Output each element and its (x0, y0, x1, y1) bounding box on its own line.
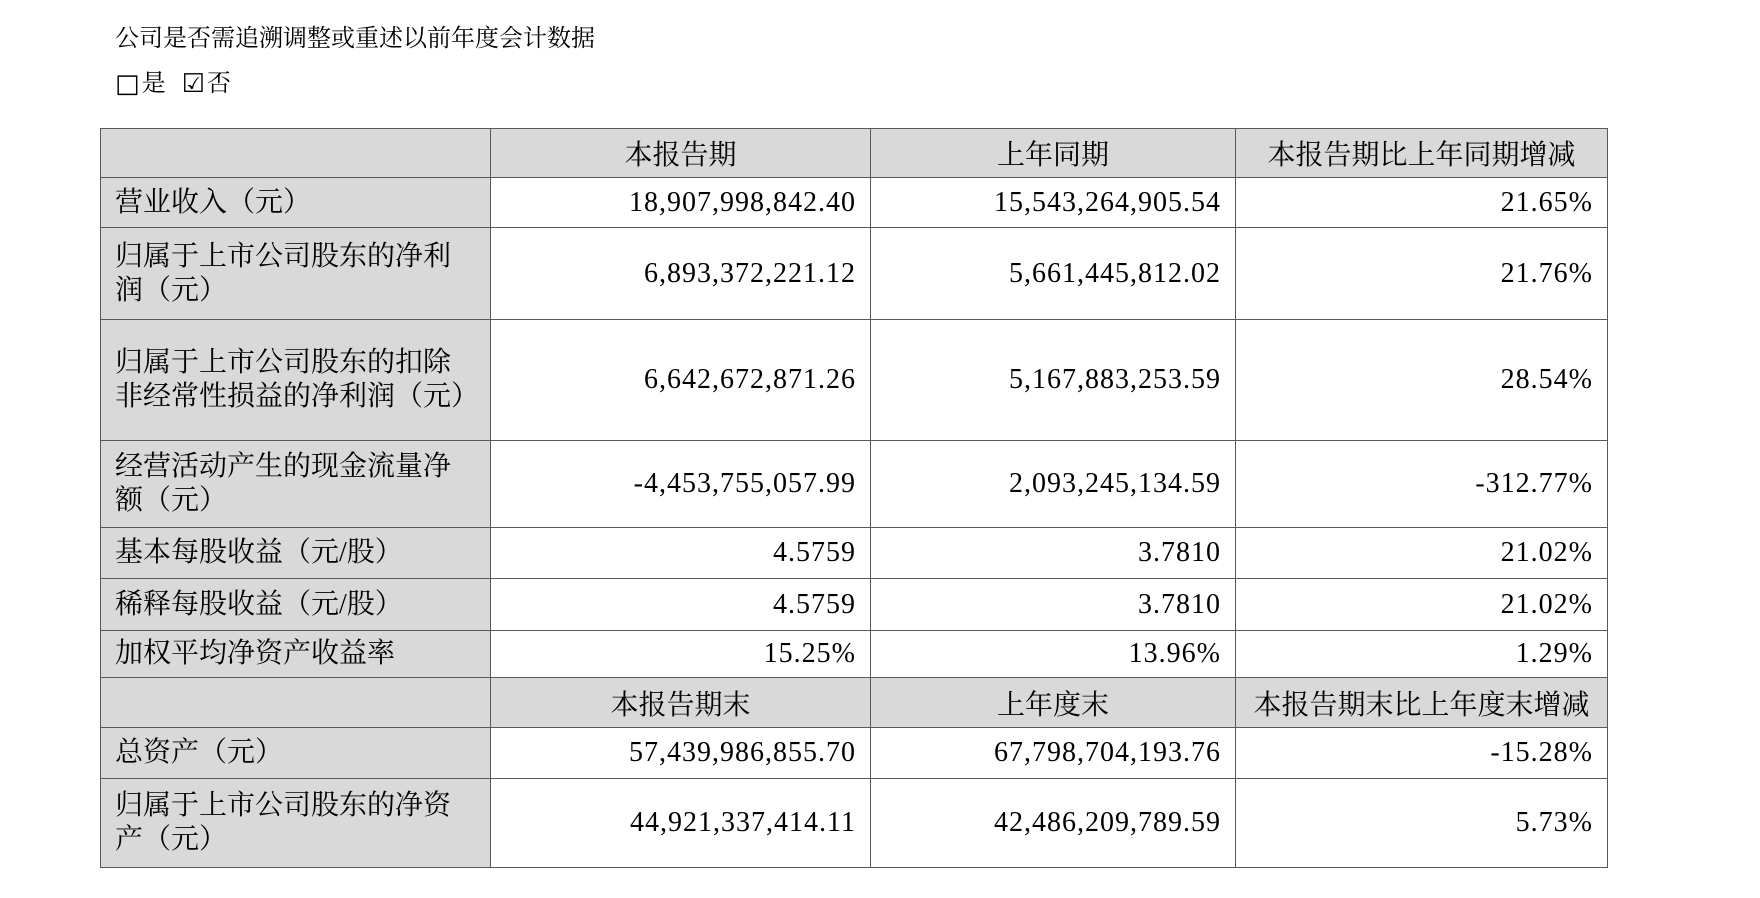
value-current: 6,642,672,871.26 (491, 320, 871, 441)
value-current: 4.5759 (491, 579, 871, 631)
value-change: 5.73% (1236, 779, 1608, 868)
period-end-header-row (101, 678, 1608, 728)
header-empty-cell (101, 678, 491, 728)
value-prior: 3.7810 (871, 528, 1236, 579)
restatement-options (115, 68, 231, 100)
option-yes (115, 68, 166, 100)
value-change: 21.65% (1236, 178, 1608, 228)
table-row-basic-eps (101, 528, 1608, 579)
table-row-net-profit (101, 228, 1608, 320)
table-row-revenue (101, 178, 1608, 228)
value-change: 1.29% (1236, 631, 1608, 678)
header-period-end-change: 本报告期末比上年度末增减 (1236, 678, 1608, 728)
value-prior: 5,167,883,253.59 (871, 320, 1236, 441)
table-row-weighted-avg-roe (101, 631, 1608, 678)
unchecked-checkbox-icon: □ (115, 69, 140, 99)
value-prior: 67,798,704,193.76 (871, 728, 1236, 779)
checked-checkbox-icon: ☑ (181, 69, 205, 99)
option-no-label: 否 (206, 71, 231, 97)
value-change: 21.76% (1236, 228, 1608, 320)
value-current: 44,921,337,414.11 (491, 779, 871, 868)
table-row-operating-cash-flow (101, 441, 1608, 528)
row-label: 归属于上市公司股东的扣除非经常性损益的净利润（元） (101, 320, 491, 441)
table-row-net-profit-excl-nonrecurring (101, 320, 1608, 441)
header-period-change: 本报告期比上年同期增减 (1236, 129, 1608, 178)
value-change: -312.77% (1236, 441, 1608, 528)
value-current: 15.25% (491, 631, 871, 678)
value-change: 28.54% (1236, 320, 1608, 441)
header-empty-cell (101, 129, 491, 178)
value-change: 21.02% (1236, 579, 1608, 631)
option-yes-label: 是 (141, 71, 166, 97)
row-label: 归属于上市公司股东的净利润（元） (101, 228, 491, 320)
header-current-period-end: 本报告期末 (491, 678, 871, 728)
restatement-question: 公司是否需追溯调整或重述以前年度会计数据 (115, 26, 595, 52)
row-label: 稀释每股收益（元/股） (101, 579, 491, 631)
option-no (182, 68, 231, 100)
value-prior: 15,543,264,905.54 (871, 178, 1236, 228)
row-label: 基本每股收益（元/股） (101, 528, 491, 579)
period-header-row (101, 129, 1608, 178)
value-current: 6,893,372,221.12 (491, 228, 871, 320)
table-row-total-assets (101, 728, 1608, 779)
value-prior: 13.96% (871, 631, 1236, 678)
row-label: 归属于上市公司股东的净资产（元） (101, 779, 491, 868)
header-prior-year-end: 上年度末 (871, 678, 1236, 728)
row-label: 加权平均净资产收益率 (101, 631, 491, 678)
value-prior: 5,661,445,812.02 (871, 228, 1236, 320)
header-current-period: 本报告期 (491, 129, 871, 178)
value-current: -4,453,755,057.99 (491, 441, 871, 528)
row-label: 营业收入（元） (101, 178, 491, 228)
value-current: 4.5759 (491, 528, 871, 579)
value-change: 21.02% (1236, 528, 1608, 579)
value-prior: 2,093,245,134.59 (871, 441, 1236, 528)
row-label: 经营活动产生的现金流量净额（元） (101, 441, 491, 528)
table-row-diluted-eps (101, 579, 1608, 631)
value-current: 57,439,986,855.70 (491, 728, 871, 779)
value-current: 18,907,998,842.40 (491, 178, 871, 228)
header-prior-period: 上年同期 (871, 129, 1236, 178)
row-label: 总资产（元） (101, 728, 491, 779)
table-row-net-assets (101, 779, 1608, 868)
value-change: -15.28% (1236, 728, 1608, 779)
value-prior: 42,486,209,789.59 (871, 779, 1236, 868)
key-financials-table (100, 128, 1608, 868)
value-prior: 3.7810 (871, 579, 1236, 631)
